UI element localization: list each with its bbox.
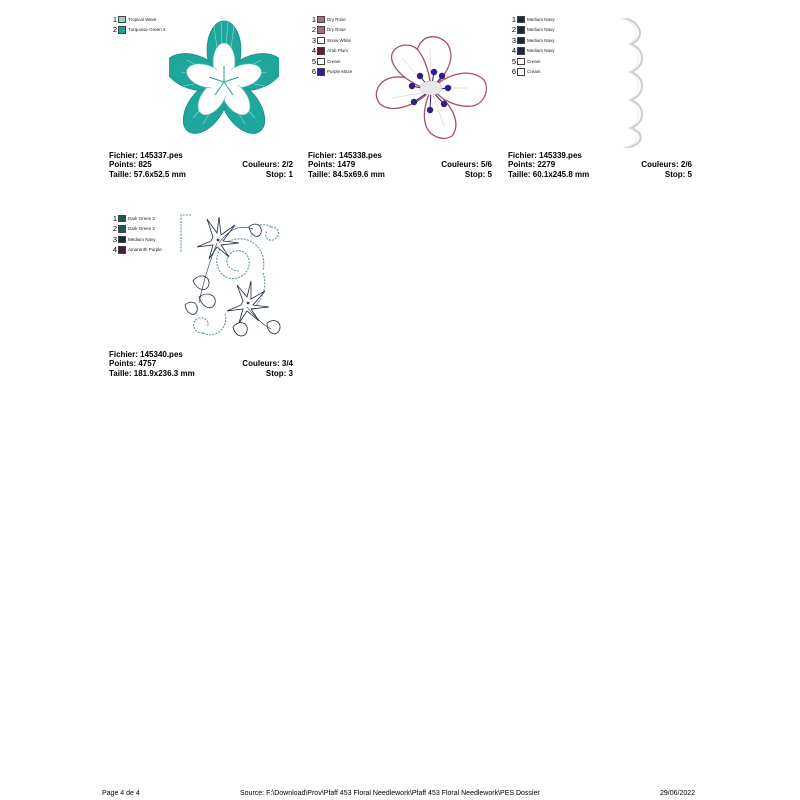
color-row: 1 Medium Navy <box>511 14 555 24</box>
color-swatch <box>317 37 325 45</box>
teal-flower-icon <box>169 20 279 140</box>
color-row: 2 Dark Green 2 <box>112 224 156 234</box>
color-row: 1 Tropical Wave <box>112 14 157 24</box>
color-row: 4 Arab Plum <box>311 46 349 56</box>
color-list <box>111 213 183 255</box>
design-info <box>109 350 293 378</box>
color-swatch <box>317 26 325 34</box>
color-row: 2 Medium Navy <box>511 25 555 35</box>
color-row: 4 Medium Navy <box>511 46 555 56</box>
color-row: 6 Cream <box>511 67 541 77</box>
color-row: 1 Dry Rose <box>311 14 346 24</box>
color-swatch <box>517 58 525 66</box>
color-row: 1 Dark Green 2 <box>112 213 156 223</box>
color-count: Couleurs: 2/6 <box>641 160 692 170</box>
design-info <box>508 151 692 179</box>
color-count: Couleurs: 5/6 <box>441 160 492 170</box>
stitch-points: Points: 825 <box>109 160 152 170</box>
page-number: Page 4 de 4 <box>102 790 140 797</box>
color-row: 2 Dry Rose <box>311 25 346 35</box>
stop-count: Stop: 5 <box>464 169 492 179</box>
file-name: Fichier: 145339.pes <box>508 151 582 160</box>
color-swatch <box>317 16 325 24</box>
color-row: 5 Cream <box>311 56 341 66</box>
color-row: 2 Turquoise Green 3 <box>112 25 166 35</box>
source-path: Source: F:\Download\Prov\Pfaff 453 Floral Needlework\Pfaff 453 Floral Needlework\PES Dossier <box>240 790 540 797</box>
stop-count: Stop: 1 <box>265 169 293 179</box>
floral-swirl-block-icon <box>179 213 285 345</box>
color-swatch <box>317 47 325 55</box>
file-name: Fichier: 145340.pes <box>109 350 183 359</box>
stitch-points: Points: 1479 <box>308 160 356 170</box>
color-row: 3 Medium Navy <box>511 35 555 45</box>
stitch-points: Points: 4757 <box>109 359 157 369</box>
design-info <box>109 151 293 179</box>
color-row: 3 Medium Navy <box>112 234 156 244</box>
color-swatch <box>517 47 525 55</box>
color-swatch <box>317 58 325 66</box>
color-swatch <box>517 16 525 24</box>
stitch-points: Points: 2279 <box>508 160 556 170</box>
color-swatch <box>118 16 126 24</box>
color-row: 3 Snow White <box>311 35 352 45</box>
color-list <box>510 14 582 77</box>
color-swatch <box>517 37 525 45</box>
design-size: Taille: 181.9x236.3 mm <box>109 368 195 378</box>
color-count: Couleurs: 2/2 <box>242 160 293 170</box>
color-row: 6 Purple Maze <box>311 67 353 77</box>
file-name: Fichier: 145338.pes <box>308 151 382 160</box>
color-row: 5 Cream <box>511 56 541 66</box>
color-swatch <box>517 68 525 76</box>
color-swatch <box>118 246 126 254</box>
color-row: 4 Amaranth Purple <box>112 245 162 255</box>
color-swatch <box>317 68 325 76</box>
pink-flower-icon <box>368 32 494 142</box>
color-swatch <box>118 215 126 223</box>
design-size: Taille: 57.6x52.5 mm <box>109 169 186 179</box>
design-size: Taille: 60.1x245.8 mm <box>508 169 590 179</box>
design-size: Taille: 84.5x69.6 mm <box>308 169 385 179</box>
color-swatch <box>118 225 126 233</box>
color-swatch <box>118 26 126 34</box>
scallop-border-icon <box>616 18 656 148</box>
color-count: Couleurs: 3/4 <box>242 359 293 369</box>
color-swatch <box>118 236 126 244</box>
file-name: Fichier: 145337.pes <box>109 151 183 160</box>
stop-count: Stop: 3 <box>265 368 293 378</box>
stop-count: Stop: 5 <box>664 169 692 179</box>
print-date: 29/06/2022 <box>660 790 696 797</box>
color-swatch <box>517 26 525 34</box>
design-info <box>308 151 492 179</box>
